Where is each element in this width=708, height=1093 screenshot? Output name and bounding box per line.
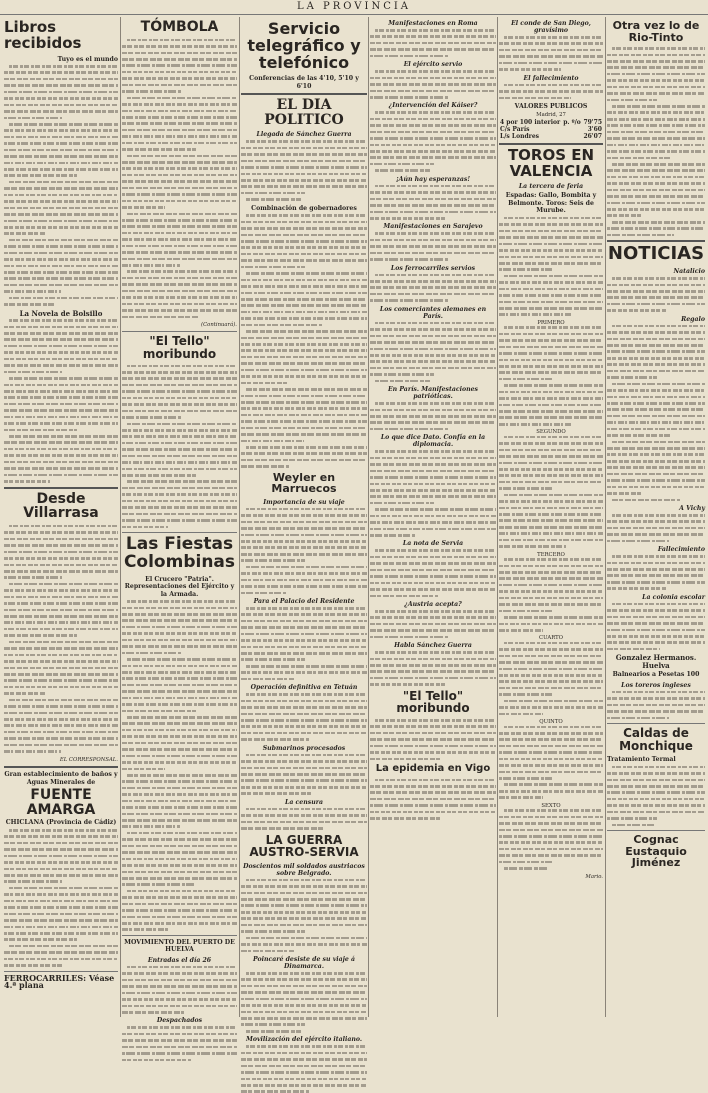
article-body	[4, 525, 118, 753]
subhead: ¿Intervención del Káiser?	[388, 102, 478, 110]
toros-title: TOROS EN VALENCIA	[507, 145, 595, 180]
article-body	[499, 642, 603, 715]
article-body	[370, 70, 496, 98]
subhead: La nota de Servia	[402, 540, 464, 548]
article-body	[370, 450, 496, 536]
divider	[122, 532, 237, 533]
article-body	[4, 319, 118, 483]
column-4	[370, 17, 496, 1019]
article-body	[499, 809, 603, 870]
item-lead: El Crucero "Patria". Representaciones del Ejército y la Armada.	[124, 575, 235, 598]
section-label: SEXTO	[541, 802, 561, 809]
valores-cell: 4 por 100 interior	[500, 118, 561, 126]
subhead: Fallecimiento	[657, 546, 705, 554]
divider	[241, 93, 367, 95]
ad-subtitle: Tratamiento Termal	[607, 756, 676, 764]
tombola-title: TÓMBOLA	[140, 19, 219, 35]
libros-body	[4, 65, 118, 306]
noticias-title: NOTICIAS	[607, 243, 705, 265]
column-1	[4, 17, 118, 1019]
toros-subtitle: La tercera de feria	[518, 183, 584, 191]
divider	[122, 331, 237, 332]
article-body	[499, 726, 603, 799]
ad-body	[607, 766, 705, 827]
article-body	[122, 600, 237, 931]
section-label: SEGUNDO	[536, 429, 566, 436]
column-rule	[368, 17, 369, 1017]
article-body	[607, 555, 705, 590]
article-body	[370, 185, 496, 220]
toros-lead: Espadas: Gallo, Bombita y Belmonte. Toros: Seis de Murube.	[505, 192, 597, 215]
ad-title: Cognac Eustaquio Jiménez	[625, 833, 687, 870]
subhead: LA GUERRA AUSTRO-SERVIA	[249, 832, 359, 860]
ferrocarriles-note: FERROCARRILES: Véase 4.ª plana	[4, 972, 115, 991]
article-body	[122, 1026, 237, 1061]
article-body	[122, 39, 237, 318]
article-body	[241, 214, 367, 468]
riotinto-title: Otra vez lo de Rio-Tinto	[612, 19, 700, 44]
column-6	[607, 17, 705, 1019]
subhead: En París. Manifestaciones patrióticas.	[387, 386, 479, 401]
article-body	[370, 610, 496, 638]
valores-row	[499, 119, 603, 126]
divider	[4, 766, 118, 768]
article-body	[370, 274, 496, 302]
subhead: El fallecimiento	[523, 74, 579, 82]
ad-body	[4, 829, 118, 967]
divider	[607, 830, 705, 831]
subhead: Poincaré desiste de su viaje á Dinamarca.	[253, 955, 355, 970]
subhead: Natalicio	[673, 268, 705, 276]
telegraph-title: Servicio telegráfico y telefónico	[247, 19, 361, 72]
divider	[607, 723, 705, 724]
signature: EL CORRESPONSAL.	[59, 756, 118, 763]
subhead: ¿Austria acepta?	[404, 600, 462, 608]
article-body	[122, 365, 237, 529]
article-body	[370, 111, 496, 172]
column-rule	[497, 17, 498, 1017]
ad-subtitle: Balnearios a Pesetas 100	[612, 671, 700, 679]
subhead: Lo que dice Dato. Confía en la diplomacia.	[380, 434, 486, 449]
subhead: El ejército servio	[403, 61, 463, 69]
signature: (Continuará).	[201, 321, 237, 328]
divider	[499, 143, 603, 145]
section-label: PRIMERO	[537, 319, 565, 326]
subhead: Manifestaciones en Sarajevo	[383, 223, 483, 231]
article-body	[499, 36, 603, 71]
item-subtitle: Entradas el día 26	[147, 956, 212, 964]
article-body	[499, 326, 603, 425]
item-subtitle: Despachados	[156, 1017, 203, 1025]
column-3	[241, 17, 367, 1044]
telegraph-subtitle: Conferencias de las 4'10, 5'10 y 6'10	[249, 75, 359, 90]
ad-place: CHICLANA (Provincia de Cádiz)	[5, 819, 117, 827]
divider	[607, 240, 705, 242]
article-body	[241, 879, 367, 952]
article-body	[241, 693, 367, 741]
subhead: Combinación de gobernadores	[251, 204, 357, 212]
article-body	[370, 322, 496, 383]
subhead: Llegada de Sánchez Guerra	[256, 131, 352, 139]
subhead: Para el Palacio del Residente	[253, 597, 355, 605]
subhead: El conde de San Diego, gravísimo	[511, 20, 591, 34]
subhead: Importancia de su viaje	[263, 498, 345, 506]
column-rule	[120, 17, 121, 1017]
valores-table	[499, 119, 603, 140]
column-2	[122, 17, 237, 1025]
subhead: Los ferrocarriles servios	[390, 264, 476, 272]
subhead: "El Tello" moribundo	[396, 688, 470, 716]
signature: Mario.	[585, 873, 603, 880]
subhead: ¡Aún hay esperanzas!	[395, 175, 471, 183]
article-body	[122, 966, 237, 1014]
article-body	[241, 508, 367, 594]
item-title: Las Fiestas Colombinas	[123, 533, 236, 572]
section-label: QUINTO	[539, 719, 563, 726]
article-body	[499, 84, 603, 99]
article-body	[370, 29, 496, 57]
valores-cell: 3'60	[587, 125, 602, 133]
valores-cell: L/s Londres	[500, 132, 540, 140]
section-label: TERCERO	[537, 551, 565, 558]
divider	[4, 971, 118, 972]
subhead: Manifestaciones en Roma	[388, 20, 478, 27]
section-label: CUARTO	[539, 635, 563, 642]
article-body	[370, 402, 496, 430]
valores-cell	[562, 133, 582, 140]
item-title: La Novela de Bolsillo	[19, 308, 103, 318]
article-body	[499, 436, 603, 548]
item-title: MOVIMIENTO DEL PUERTO DE HUELVA	[124, 938, 235, 954]
article-body	[241, 972, 367, 1033]
article-body	[241, 607, 367, 680]
subhead: La censura	[285, 798, 323, 806]
valores-title: VALORES PUBLICOS	[514, 102, 588, 110]
ad-title: Caldas de Monchique	[619, 725, 693, 753]
article-body	[241, 808, 367, 830]
article-body	[370, 779, 496, 820]
subhead: Weyler en Marruecos	[271, 470, 337, 496]
column-rule	[605, 17, 606, 1017]
ad-head: Gran establecimiento de baños y Aguas Minerales de	[4, 771, 118, 786]
subhead: La epidemia en Vigo	[375, 763, 491, 774]
subhead: A Vichy	[679, 504, 705, 512]
subhead: Los comerciantes alemanes en París.	[379, 305, 487, 320]
article-body	[370, 232, 496, 260]
article-body	[499, 558, 603, 631]
valores-cell: 79'75	[583, 118, 602, 126]
subhead: Los toreros ingleses	[621, 681, 691, 689]
valores-row	[499, 126, 603, 133]
subhead: Movilización del ejército italiano.	[245, 1036, 363, 1044]
subhead: Submarinos procesados	[262, 744, 346, 752]
article-body	[607, 691, 705, 719]
valores-cell: 26'07	[583, 132, 602, 140]
subhead: Operación definitiva en Tetuán	[250, 684, 358, 692]
article-body	[607, 277, 705, 312]
section-title: EL DIA POLITICO	[264, 97, 344, 128]
valores-cell: C/s París	[500, 125, 530, 133]
divider	[4, 487, 118, 489]
article-body	[241, 140, 367, 201]
subhead: Regalo	[681, 315, 705, 323]
article-body	[499, 217, 603, 316]
subhead: Habla Sánchez Guerra	[394, 642, 472, 650]
valores-row	[499, 133, 603, 140]
article-body	[370, 549, 496, 597]
libros-subhead: Tuyo es el mundo	[57, 55, 118, 63]
article-body	[241, 754, 367, 795]
article-body	[241, 1045, 367, 1093]
ad-title: FUENTE AMARGA	[26, 787, 96, 818]
ad-title: Gonzalez Hermanos. Huelva	[615, 653, 697, 670]
column-rule	[239, 17, 240, 1017]
article-body	[607, 325, 705, 501]
valores-cell	[562, 126, 582, 133]
libros-title: Libros recibidos	[4, 18, 82, 52]
article-body	[607, 514, 705, 542]
item-title: Desde Villarrasa	[23, 490, 99, 522]
subhead: La colonia escolar	[642, 593, 705, 601]
article-body	[370, 651, 496, 686]
valores-place: Madrid, 27	[536, 112, 566, 119]
masthead: LA PROVINCIA	[0, 0, 708, 15]
subhead: Doscientos mil soldados austriacos sobre Belgrado.	[243, 862, 365, 877]
divider	[122, 935, 237, 936]
valores-cell: p. º/o	[563, 118, 581, 126]
column-5	[499, 17, 603, 1019]
article-body	[607, 47, 705, 236]
article-body	[370, 719, 496, 760]
item-title: "El Tello" moribundo	[142, 334, 217, 361]
article-body	[607, 603, 705, 651]
